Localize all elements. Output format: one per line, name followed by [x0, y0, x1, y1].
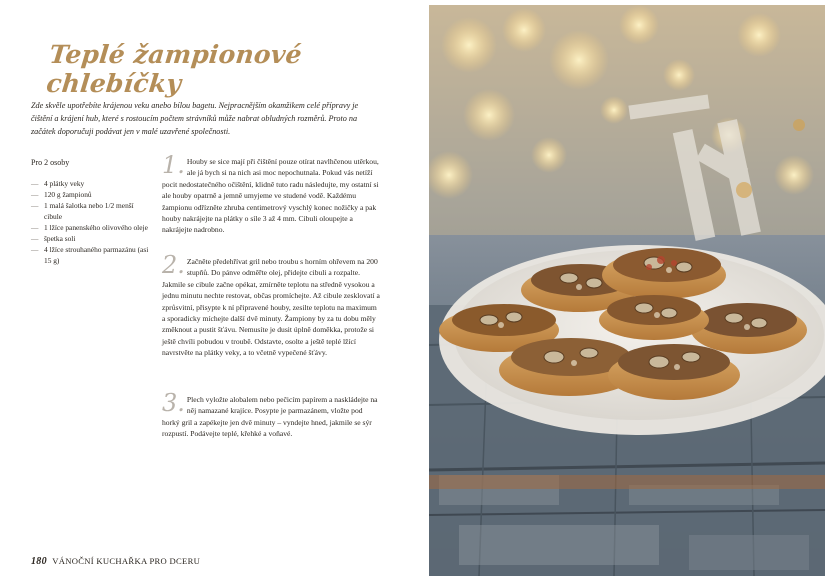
page-footer	[31, 556, 200, 567]
ingredient-item: — 1 malá šalotka nebo 1/2 menší cibule	[31, 200, 149, 222]
recipe-step-1	[162, 151, 380, 236]
food-photo-illustration	[429, 5, 825, 576]
page-number: 180	[31, 556, 47, 567]
food-photo	[429, 5, 825, 576]
step-number: 3.	[162, 389, 185, 417]
step-number: 1.	[162, 151, 185, 179]
ingredient-item: — špetka soli	[31, 233, 149, 244]
ingredient-item: — 1 lžíce panenského olivového oleje	[31, 222, 149, 233]
step-number: 2.	[162, 251, 185, 279]
servings-label: Pro 2 osoby	[31, 158, 70, 167]
ingredient-item: — 4 lžíce strouhaného parmazánu (asi 15 g)	[31, 244, 149, 266]
ingredient-item: — 120 g žampionů	[31, 189, 149, 200]
book-title: VÁNOČNÍ KUCHAŘKA PRO DCERU	[52, 556, 201, 566]
step-text: Houby se sice mají při čištění pouze otírat navlhčenou utěrkou, ale já bych si na nich asi moc nepochutnala. Pokud vás netíží pocit nedostatečného očištění, klidně tuto radu následujte, my ostatní si ale houby opatrně a jemně umyjeme ve studené vodě. Každému žampionu odřízněte zhruba centimetrový vyschlý konec nožičky a pak houby nakrájejte na plátky o síle 3 až 4 mm. Cibuli oloupejte a nakrájejte nadrobno.	[162, 157, 379, 235]
recipe-step-2	[162, 251, 380, 359]
ingredient-item: — 4 plátky veky	[31, 178, 149, 189]
recipe-step-3	[162, 389, 380, 440]
ingredient-list	[31, 178, 149, 266]
recipe-intro: Zde skvěle upotřebíte krájenou veku anebo bílou bagetu. Nejpracnějším okamžikem celé přípravy je čištění a krájení hub, které s rostoucím počtem strávníků může nabrat obludných rozměrů. Proto na začátek doporučuji podávat jen v malé uzavřené společnosti.	[31, 101, 359, 136]
step-text: Začněte předehřívat gril nebo troubu s horním ohřevem na 200 stupňů. Do pánve odměřte olej, přidejte cibuli a rozpalte. Jakmile se cibule začne opékat, zmírněte teplotu na středně vysokou a jednu minutu nechte restovat, občas promíchejte. Až cibule zesklovatí a zprůsvitní, přisypte k ní připravené houby, zesilte teplotu na maximum a sporadicky míchejte další dvě minuty. Žampiony by za tu dobu měly změknout a pustit šťávu. Nemusíte je dusit úplně doměkka, protože si ještě chvíli pobudou v troubě. Odstavte, osolte a ještě teplé lžící navrstvěte na plátky veky, a to včetně vypečené šťávy.	[162, 257, 380, 358]
recipe-title: Teplé žampionové chlebíčky	[44, 40, 304, 98]
step-text: Plech vyložte alobalem nebo pečicím papírem a naskládejte na něj namazané krajíce. Posypte je parmazánem, vložte pod horký gril a zapékejte jen dvě minuty – vyndejte hned, jakmile se sýr rozpustí. Podávejte teplé, křehké a voňavé.	[162, 395, 378, 439]
